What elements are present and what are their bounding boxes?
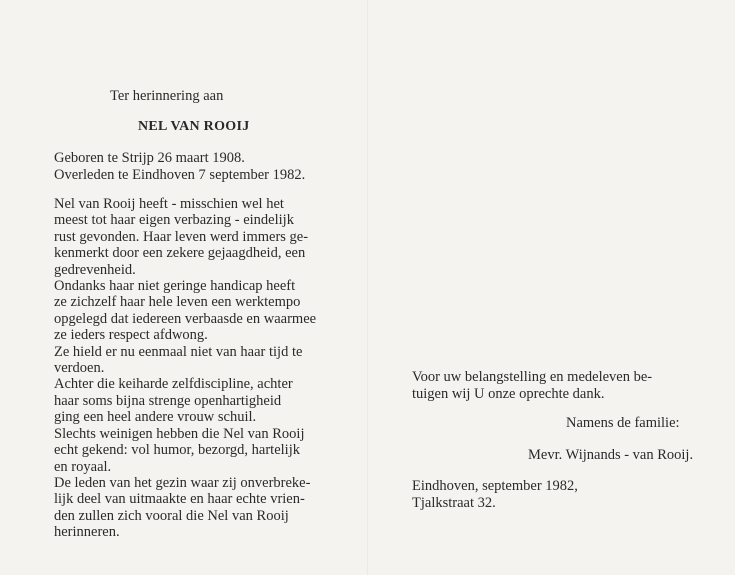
text-line: gedrevenheid. <box>54 261 136 278</box>
text-line: De leden van het gezin waar zij onverbreke- <box>54 474 311 491</box>
on-behalf-label: Namens de familie: <box>566 415 680 431</box>
text-line: Ondanks haar niet geringe handicap heeft <box>54 278 296 295</box>
death-line: Overleden te Eindhoven 7 september 1982. <box>54 167 306 183</box>
text-line: echt gekend: vol humor, bezorgd, hartelijk <box>54 442 300 459</box>
text-line: ging een heel andere vrouw schuil. <box>54 409 257 426</box>
thanks-text <box>412 369 708 403</box>
birth-line: Geboren te Strijp 26 maart 1908. <box>54 150 245 166</box>
card-fold <box>367 0 368 575</box>
text-line: ze zichzelf haar hele leven een werktempo <box>54 294 301 311</box>
text-line: meest tot haar eigen verbazing - eindelijk <box>54 212 294 229</box>
place-and-date <box>412 478 578 512</box>
text-line: kenmerkt door een zekere gejaagdheid, een <box>54 245 306 262</box>
intro-text: Ter herinnering aan <box>110 88 224 104</box>
text-line: lijk deel van uitmaakte en haar echte vrien- <box>54 491 305 508</box>
text-line: herinneren. <box>54 524 120 541</box>
text-line: Achter die keiharde zelfdiscipline, achter <box>54 376 293 393</box>
deceased-name: NEL VAN ROOIJ <box>138 119 250 134</box>
signatory-name: Mevr. Wijnands - van Rooij. <box>528 447 694 463</box>
text-line: verdoen. <box>54 360 105 377</box>
thanks-line: Voor uw belangstelling en medeleven be- <box>412 369 653 385</box>
text-line: Ze hield er nu eenmaal niet van haar tijd te <box>54 343 303 360</box>
text-line: Slechts weinigen hebben die Nel van Rooij <box>54 425 305 442</box>
text-line: en royaal. <box>54 458 112 475</box>
text-line: den zullen zich vooral die Nel van Rooij <box>54 507 289 524</box>
life-dates <box>54 150 305 184</box>
city-date: Eindhoven, september 1982, <box>412 478 578 494</box>
text-line: Nel van Rooij heeft - misschien wel het <box>54 196 284 212</box>
text-line: ze ieders respect afdwong. <box>54 327 208 344</box>
text-line: haar soms bijna strenge openhartigheid <box>54 392 282 409</box>
text-line: rust gevonden. Haar leven werd immers ge- <box>54 228 309 245</box>
thanks-line: tuigen wij U onze oprechte dank. <box>412 386 605 402</box>
memorial-text <box>54 196 330 541</box>
address: Tjalkstraat 32. <box>412 495 496 511</box>
text-line: opgelegd dat iedereen verbaasde en waarmee <box>54 310 317 327</box>
